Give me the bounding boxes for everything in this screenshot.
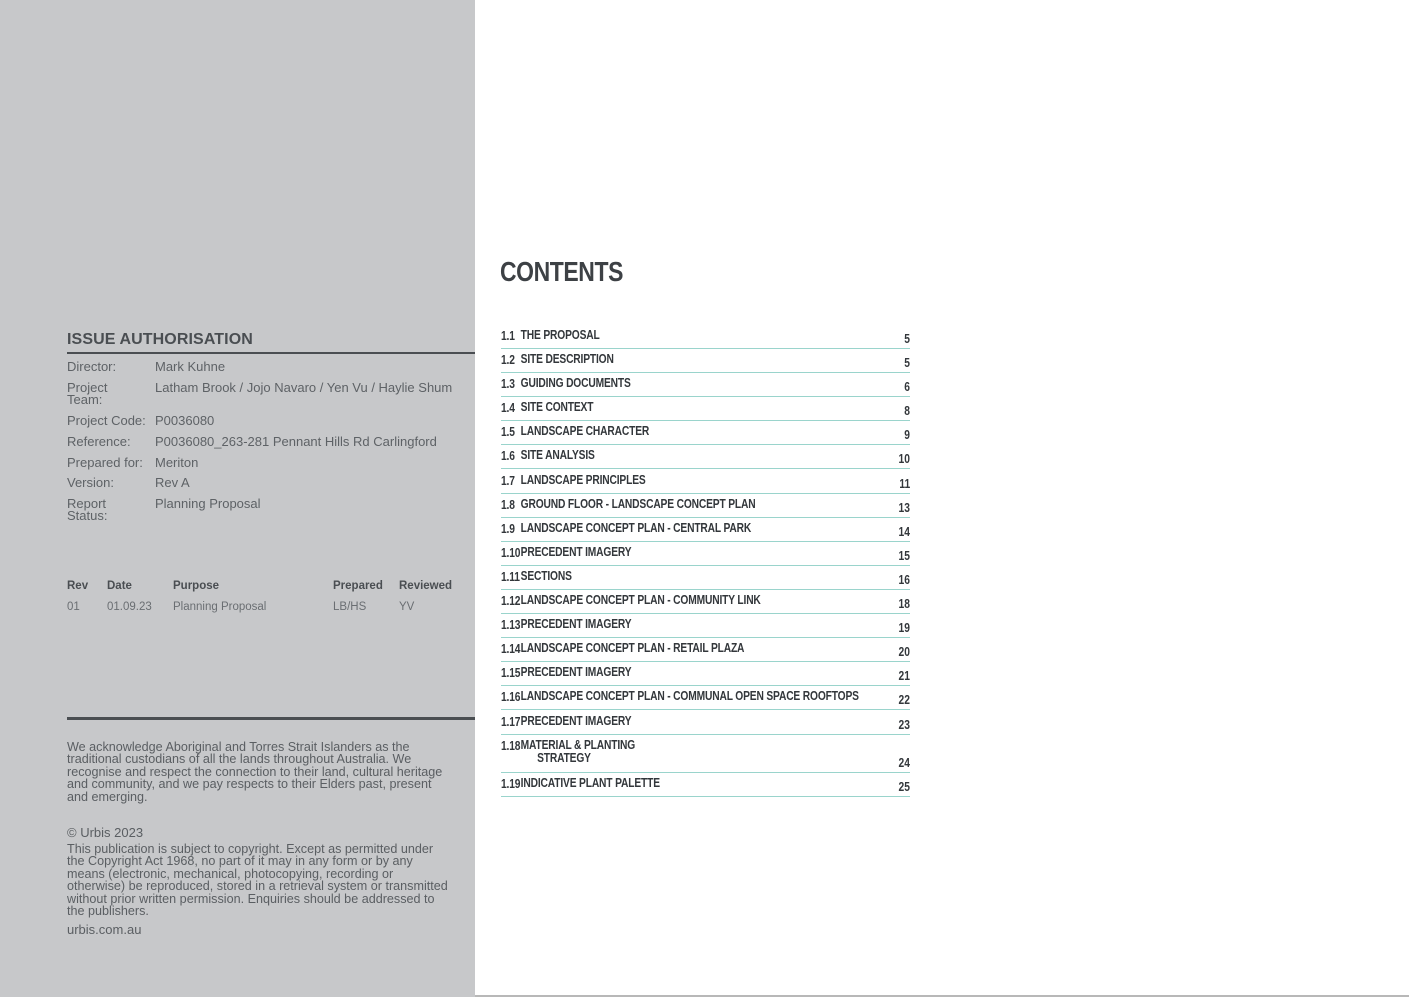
toc-number: 1.15 bbox=[501, 666, 521, 681]
header-date: Date bbox=[107, 580, 132, 592]
revision-table-header bbox=[67, 580, 462, 592]
auth-value: Planning Proposal bbox=[155, 496, 261, 511]
toc-page: 15 bbox=[898, 548, 910, 563]
auth-value: P0036080 bbox=[155, 413, 215, 428]
revision-table bbox=[67, 580, 462, 613]
toc-label: SITE ANALYSIS bbox=[520, 448, 595, 463]
toc-label: INDICATIVE PLANT PALETTE bbox=[520, 775, 660, 790]
toc-label: PRECEDENT IMAGERY bbox=[520, 665, 632, 680]
toc-item[interactable] bbox=[501, 639, 910, 662]
toc-page: 23 bbox=[898, 717, 910, 732]
toc-page: 9 bbox=[904, 428, 910, 443]
toc-number: 1.11 bbox=[501, 569, 520, 584]
toc-label: THE PROPOSAL bbox=[520, 328, 600, 342]
cell-purpose: Planning Proposal bbox=[173, 601, 267, 613]
toc-page: 14 bbox=[898, 524, 910, 539]
toc-number: 1.2 bbox=[501, 353, 515, 368]
toc-page: 6 bbox=[904, 380, 910, 395]
toc-number: 1.8 bbox=[501, 497, 515, 512]
auth-label: Report Status: bbox=[67, 496, 108, 523]
toc-item[interactable] bbox=[501, 422, 910, 445]
toc-number: 1.18 bbox=[501, 738, 521, 753]
issue-authorisation-title: ISSUE AUTHORISATION bbox=[67, 331, 253, 348]
toc-number: 1.13 bbox=[501, 618, 521, 633]
auth-value: Rev A bbox=[155, 475, 190, 490]
toc-item[interactable] bbox=[501, 687, 910, 710]
toc-item[interactable] bbox=[501, 495, 910, 518]
auth-label: Reference: bbox=[67, 434, 131, 449]
toc-label: LANDSCAPE CHARACTER bbox=[520, 424, 650, 439]
toc-number: 1.5 bbox=[501, 425, 515, 440]
auth-label: Director: bbox=[67, 359, 117, 374]
toc-page: 21 bbox=[898, 669, 910, 684]
toc-number: 1.16 bbox=[501, 690, 521, 705]
toc-number: 1.1 bbox=[501, 329, 515, 343]
toc-label-line-1: MATERIAL & PLANTING bbox=[520, 737, 636, 752]
toc-number: 1.9 bbox=[501, 521, 515, 536]
website-link[interactable]: urbis.com.au bbox=[67, 922, 142, 937]
table-row bbox=[67, 601, 462, 613]
toc-page: 8 bbox=[904, 404, 910, 419]
toc-number: 1.12 bbox=[501, 594, 521, 609]
toc-label: SITE DESCRIPTION bbox=[520, 352, 614, 367]
toc-page: 5 bbox=[904, 332, 910, 346]
header-purpose: Purpose bbox=[173, 580, 220, 592]
auth-row-prepared-for bbox=[67, 457, 467, 477]
toc-page: 25 bbox=[898, 779, 910, 794]
toc-item[interactable] bbox=[501, 519, 910, 542]
toc-label: LANDSCAPE CONCEPT PLAN - COMMUNITY LINK bbox=[520, 593, 761, 608]
toc-label: GUIDING DOCUMENTS bbox=[520, 376, 631, 391]
toc-page: 20 bbox=[898, 645, 910, 660]
auth-value: P0036080_263-281 Pennant Hills Rd Carlingford bbox=[155, 434, 437, 449]
toc-label: SECTIONS bbox=[520, 568, 572, 583]
auth-value: Meriton bbox=[155, 455, 199, 470]
toc-page: 5 bbox=[904, 356, 910, 371]
toc-page: 10 bbox=[898, 452, 910, 467]
toc-item[interactable] bbox=[501, 567, 910, 590]
toc-label-line-2: STRATEGY bbox=[537, 750, 591, 765]
toc-item[interactable] bbox=[501, 374, 910, 397]
toc-item[interactable] bbox=[501, 350, 910, 373]
toc-number: 1.10 bbox=[501, 545, 521, 560]
toc-page: 22 bbox=[898, 693, 910, 708]
auth-label: Version: bbox=[67, 475, 114, 490]
cell-date: 01.09.23 bbox=[107, 601, 152, 613]
toc-page: 11 bbox=[899, 476, 910, 491]
cell-prepared: LB/HS bbox=[333, 601, 367, 613]
toc-page: 16 bbox=[898, 572, 910, 587]
auth-label: Project Code: bbox=[67, 413, 146, 428]
auth-row-reference bbox=[67, 436, 467, 457]
header-prepared: Prepared bbox=[333, 580, 383, 592]
toc-page: 13 bbox=[898, 500, 910, 515]
toc-item[interactable] bbox=[501, 774, 910, 797]
toc-label: SITE CONTEXT bbox=[520, 400, 594, 415]
toc-label: LANDSCAPE CONCEPT PLAN - COMMUNAL OPEN SPACE ROOFTOPS bbox=[520, 689, 859, 704]
toc-item[interactable] bbox=[501, 712, 910, 735]
auth-row-report-status bbox=[67, 498, 467, 526]
auth-value: Latham Brook / Jojo Navaro / Yen Vu / Haylie Shum bbox=[155, 380, 453, 395]
issue-authorisation-rule bbox=[67, 352, 475, 354]
toc-label bbox=[521, 739, 911, 765]
toc-label: PRECEDENT IMAGERY bbox=[520, 617, 632, 632]
toc-number: 1.14 bbox=[501, 642, 521, 657]
cell-reviewed: YV bbox=[399, 601, 415, 613]
toc-label: LANDSCAPE PRINCIPLES bbox=[520, 472, 646, 487]
toc-number: 1.6 bbox=[501, 449, 515, 464]
toc-item[interactable] bbox=[501, 471, 910, 494]
toc-page: 24 bbox=[898, 755, 910, 770]
auth-value: Mark Kuhne bbox=[155, 359, 226, 374]
header-reviewed: Reviewed bbox=[399, 580, 453, 592]
toc-label: LANDSCAPE CONCEPT PLAN - CENTRAL PARK bbox=[520, 520, 752, 535]
toc-label: PRECEDENT IMAGERY bbox=[520, 713, 632, 728]
auth-row-project-team bbox=[67, 382, 467, 415]
copyright-text: This publication is subject to copyright. Except as permitted under the Copyright Act 1968, no part of it may in any form or by any means (electronic, mechanical, photocopying, recording or otherwise) be reproduced, stored in a retrieval system or transmitted without prior written permission. Enquiries should be addressed to the publishers. bbox=[67, 842, 448, 919]
toc-number: 1.19 bbox=[501, 776, 521, 791]
toc-item[interactable] bbox=[501, 543, 910, 566]
toc-number: 1.17 bbox=[501, 714, 521, 729]
toc-item[interactable] bbox=[501, 446, 910, 469]
toc-item[interactable] bbox=[501, 591, 910, 614]
auth-row-director bbox=[67, 361, 467, 382]
auth-label: Project Team: bbox=[67, 380, 108, 407]
toc-number: 1.4 bbox=[501, 401, 515, 416]
auth-row-project-code bbox=[67, 415, 467, 436]
contents-list bbox=[501, 326, 910, 798]
toc-item[interactable] bbox=[501, 736, 910, 773]
toc-item[interactable] bbox=[501, 326, 910, 349]
toc-item[interactable] bbox=[501, 615, 910, 638]
toc-item[interactable] bbox=[501, 398, 910, 421]
toc-label: PRECEDENT IMAGERY bbox=[520, 544, 632, 559]
contents-title: CONTENTS bbox=[500, 256, 623, 287]
acknowledgement-rule bbox=[67, 717, 475, 720]
toc-item[interactable] bbox=[501, 663, 910, 686]
acknowledgement-text: We acknowledge Aboriginal and Torres Strait Islanders as the traditional custodians of all the lands throughout Australia. We recognise and respect the connection to their land, cultural heritage and community, and we pay respects to their Elders past, present and emerging. bbox=[67, 740, 443, 804]
toc-label: GROUND FLOOR - LANDSCAPE CONCEPT PLAN bbox=[520, 496, 756, 511]
toc-number: 1.7 bbox=[501, 473, 515, 488]
toc-label: LANDSCAPE CONCEPT PLAN - RETAIL PLAZA bbox=[520, 641, 745, 656]
cell-rev: 01 bbox=[67, 601, 80, 613]
toc-number: 1.3 bbox=[501, 377, 515, 392]
toc-page: 19 bbox=[898, 621, 910, 636]
copyright-title: © Urbis 2023 bbox=[67, 825, 144, 840]
auth-label: Prepared for: bbox=[67, 455, 143, 470]
header-rev: Rev bbox=[67, 580, 89, 592]
toc-page: 18 bbox=[898, 597, 910, 612]
auth-row-version bbox=[67, 477, 467, 498]
issue-authorisation-list bbox=[67, 361, 467, 526]
